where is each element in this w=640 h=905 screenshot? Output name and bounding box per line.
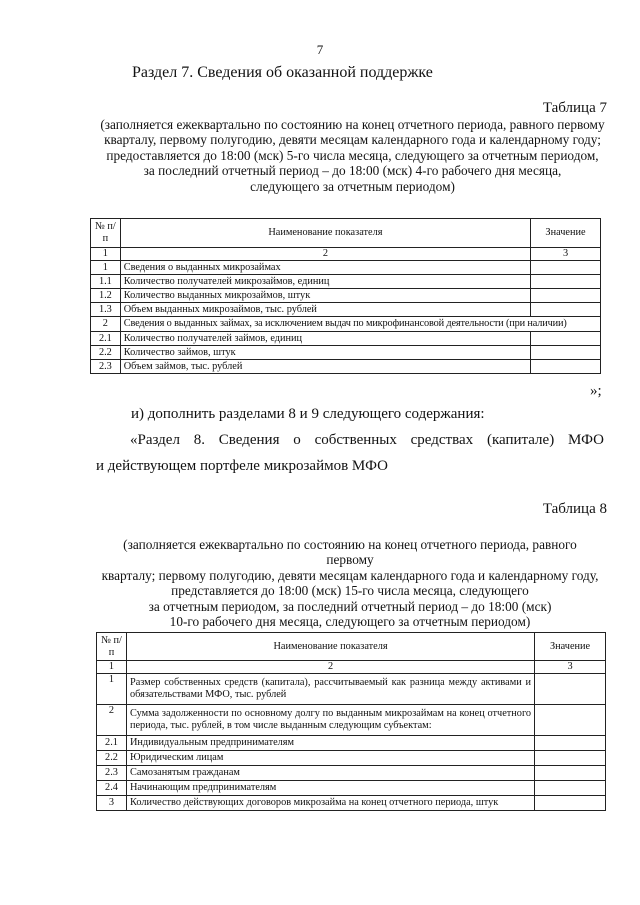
table-7-note: [95, 117, 610, 194]
page-number: 7: [316, 42, 324, 57]
note-line: за отчетным периодом, за последний отчетный период – до 18:00 (мск): [148, 598, 552, 614]
row-number: 2.2: [97, 751, 127, 766]
table-row: [91, 360, 601, 374]
row-name: Юридическим лицам: [126, 751, 534, 766]
row-name: Объем выданных микрозаймов, тыс. рублей: [120, 303, 530, 317]
note-line: за последний отчетный период – до 18:00 (мск) 4-го рабочего дня месяца,: [143, 163, 562, 179]
row-number: 2: [97, 705, 127, 736]
row-value[interactable]: [535, 751, 606, 766]
row-value[interactable]: [531, 289, 601, 303]
table-8: [96, 632, 606, 811]
header-number: № п/п: [91, 219, 121, 248]
table-row: [97, 766, 606, 781]
row-number: 2.2: [91, 346, 121, 360]
table-row: [97, 736, 606, 751]
note-line: следующего за отчетным периодом): [250, 178, 455, 194]
section-7-title: Раздел 7. Сведения об оказанной поддержке: [132, 64, 433, 81]
row-value[interactable]: [531, 360, 601, 374]
row-name: Объем займов, тыс. рублей: [120, 360, 530, 374]
header-number: № п/п: [97, 633, 127, 661]
row-number: 2: [91, 317, 121, 332]
table-row: [97, 781, 606, 796]
row-value[interactable]: [535, 736, 606, 751]
table-8-note: [100, 537, 600, 629]
row-value[interactable]: [531, 275, 601, 289]
table-row: [91, 289, 601, 303]
header-name: Наименование показателя: [126, 633, 534, 661]
row-number: 1.3: [91, 303, 121, 317]
row-name: Размер собственных средств (капитала), рассчитываемый как разница между активами и обязательствами МФО, тыс. рублей: [126, 674, 534, 705]
row-number: 1.1: [91, 275, 121, 289]
table-row: [91, 261, 601, 275]
row-value[interactable]: [531, 332, 601, 346]
note-line: 10-го рабочего дня месяца, следующего за отчетным периодом): [169, 614, 531, 630]
row-name: Количество займов, штук: [120, 346, 530, 360]
table-header-row: [97, 633, 606, 661]
row-number: 2.1: [97, 736, 127, 751]
table-row: [97, 751, 606, 766]
row-name: Количество выданных микрозаймов, штук: [120, 289, 530, 303]
note-line: представляется до 18:00 (мск) 15-го числа месяца, следующего: [171, 583, 529, 599]
table-row: [97, 705, 606, 736]
column-number: 3: [531, 248, 601, 261]
row-value[interactable]: [535, 796, 606, 811]
column-number: 3: [535, 661, 606, 674]
note-line: (заполняется ежеквартально по состоянию на конец отчетного периода, равного первому: [123, 537, 577, 568]
row-value[interactable]: [531, 346, 601, 360]
amendment-line: и) дополнить разделами 8 и 9 следующего содержания:: [131, 406, 485, 422]
table-row: [97, 796, 606, 811]
row-value[interactable]: [535, 781, 606, 796]
header-value: Значение: [535, 633, 606, 661]
row-value[interactable]: [531, 303, 601, 317]
column-number: 1: [97, 661, 127, 674]
note-line: (заполняется ежеквартально по состоянию на конец отчетного периода, равного первому: [100, 117, 605, 132]
note-line: кварталу, первому полугодию, девяти месяцам календарного года и календарному году;: [104, 132, 601, 148]
note-line: кварталу; первому полугодию, девяти месяцам календарного года и календарному году,: [101, 567, 599, 583]
closing-quote: »;: [590, 383, 602, 399]
row-value[interactable]: [535, 674, 606, 705]
row-name: Индивидуальным предпринимателям: [126, 736, 534, 751]
row-number: 2.3: [97, 766, 127, 781]
row-value[interactable]: [535, 705, 606, 736]
row-number: 1: [97, 674, 127, 705]
row-number: 2.1: [91, 332, 121, 346]
row-number: 1: [91, 261, 121, 275]
section-8-title-line-1: «Раздел 8. Сведения о собственных средствах (капитале) МФО: [130, 432, 604, 448]
row-value[interactable]: [531, 261, 601, 275]
row-value[interactable]: [535, 766, 606, 781]
table-row: [97, 674, 606, 705]
row-name: Количество получателей займов, единиц: [120, 332, 530, 346]
table-7-label: Таблица 7: [542, 100, 607, 116]
section-8-title-line-2: и действующем портфеле микрозаймов МФО: [96, 458, 388, 474]
row-number: 3: [97, 796, 127, 811]
header-value: Значение: [531, 219, 601, 248]
table-row: [91, 303, 601, 317]
row-name: Количество действующих договоров микрозайма на конец отчетного периода, штук: [126, 796, 534, 811]
row-number: 2.3: [91, 360, 121, 374]
table-header-row: [91, 219, 601, 248]
row-name: Начинающим предпринимателям: [126, 781, 534, 796]
row-name: Самозанятым гражданам: [126, 766, 534, 781]
table-numbering-row: [97, 661, 606, 674]
row-name: Сумма задолженности по основному долгу по выданным микрозаймам на конец отчетного периода, тыс. рублей, в том числе выданным следующим субъектам:: [126, 705, 534, 736]
row-name: Сведения о выданных займах, за исключением выдач по микрофинансовой деятельности (при наличии): [120, 317, 600, 332]
column-number: 2: [126, 661, 534, 674]
header-name: Наименование показателя: [120, 219, 530, 248]
row-name: Количество получателей микрозаймов, единиц: [120, 275, 530, 289]
table-8-label: Таблица 8: [542, 501, 607, 517]
table-7: [90, 218, 601, 374]
row-name: Сведения о выданных микрозаймах: [120, 261, 530, 275]
table-row: [91, 275, 601, 289]
table-row: [91, 332, 601, 346]
column-number: 1: [91, 248, 121, 261]
table-numbering-row: [91, 248, 601, 261]
table-row: [91, 346, 601, 360]
note-line: предоставляется до 18:00 (мск) 5-го числа месяца, следующего за отчетным периодом,: [106, 147, 599, 163]
table-row: [91, 317, 601, 332]
row-number: 1.2: [91, 289, 121, 303]
row-number: 2.4: [97, 781, 127, 796]
column-number: 2: [120, 248, 530, 261]
